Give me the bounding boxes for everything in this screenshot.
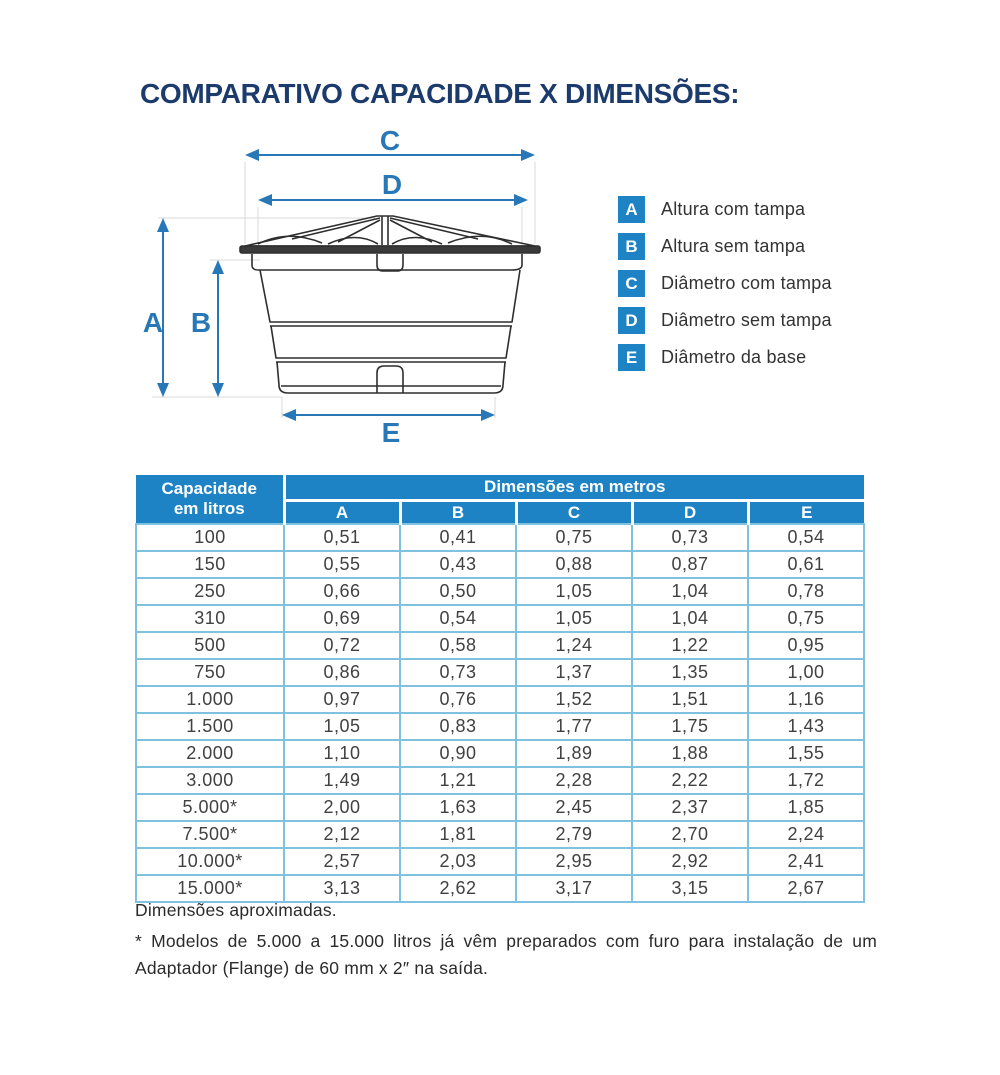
dimension-cell: 0,50 xyxy=(400,578,516,605)
dimension-cell: 0,73 xyxy=(400,659,516,686)
dimension-cell: 0,54 xyxy=(400,605,516,632)
dimension-cell: 0,73 xyxy=(632,524,748,551)
column-header-b: B xyxy=(400,501,516,525)
capacity-header-line1: Capacidade xyxy=(161,478,257,498)
capacity-cell: 1.500 xyxy=(136,713,284,740)
legend-item-e xyxy=(618,344,832,371)
dimension-cell: 2,79 xyxy=(516,821,632,848)
dimension-cell: 1,05 xyxy=(516,605,632,632)
capacity-header-line2: em litros xyxy=(173,499,245,518)
approx-dimensions-note: Dimensões aproximadas. xyxy=(135,900,337,920)
table-row xyxy=(136,686,864,713)
capacity-cell: 2.000 xyxy=(136,740,284,767)
legend-item-d xyxy=(618,307,832,334)
legend-key-badge: E xyxy=(618,344,645,371)
legend-label: Diâmetro sem tampa xyxy=(661,310,832,330)
dimension-cell: 0,55 xyxy=(284,551,400,578)
column-header-d: D xyxy=(632,501,748,525)
dimension-cell: 1,22 xyxy=(632,632,748,659)
dimension-cell: 2,92 xyxy=(632,848,748,875)
dimension-cell: 2,03 xyxy=(400,848,516,875)
dimension-cell: 1,10 xyxy=(284,740,400,767)
dimension-cell: 0,66 xyxy=(284,578,400,605)
dimension-cell: 0,69 xyxy=(284,605,400,632)
dimension-cell: 1,72 xyxy=(748,767,864,794)
legend-item-a xyxy=(618,196,832,223)
legend-label: Altura sem tampa xyxy=(661,236,806,256)
dimension-cell: 1,85 xyxy=(748,794,864,821)
dimension-cell: 1,43 xyxy=(748,713,864,740)
dimension-cell: 2,45 xyxy=(516,794,632,821)
dimension-cell: 1,52 xyxy=(516,686,632,713)
capacity-cell: 750 xyxy=(136,659,284,686)
legend-item-c xyxy=(618,270,832,297)
dimension-cell: 2,37 xyxy=(632,794,748,821)
dimension-cell: 0,78 xyxy=(748,578,864,605)
capacity-cell: 310 xyxy=(136,605,284,632)
table-row xyxy=(136,632,864,659)
dimension-cell: 1,21 xyxy=(400,767,516,794)
dimension-cell: 0,97 xyxy=(284,686,400,713)
table-row xyxy=(136,713,864,740)
capacity-cell: 7.500* xyxy=(136,821,284,848)
table-row xyxy=(136,848,864,875)
table-row xyxy=(136,524,864,551)
dimension-cell: 1,35 xyxy=(632,659,748,686)
table-body xyxy=(136,524,864,902)
capacity-cell: 150 xyxy=(136,551,284,578)
dimension-cell: 3,13 xyxy=(284,875,400,902)
dimension-cell: 1,49 xyxy=(284,767,400,794)
dimension-cell: 0,58 xyxy=(400,632,516,659)
table-row xyxy=(136,794,864,821)
dimension-cell: 0,90 xyxy=(400,740,516,767)
dimension-cell: 0,95 xyxy=(748,632,864,659)
water-tank-drawing xyxy=(240,216,540,393)
dimension-cell: 1,05 xyxy=(284,713,400,740)
legend-key-badge: B xyxy=(618,233,645,260)
table-row xyxy=(136,767,864,794)
page-title: COMPARATIVO CAPACIDADE X DIMENSÕES: xyxy=(140,78,740,109)
capacity-cell: 250 xyxy=(136,578,284,605)
dimension-cell: 1,81 xyxy=(400,821,516,848)
legend-label: Diâmetro da base xyxy=(661,347,807,367)
table-header xyxy=(136,475,864,524)
dimension-cell: 0,61 xyxy=(748,551,864,578)
dimensions-group-header: Dimensões em metros xyxy=(284,475,864,501)
dimension-cell: 3,17 xyxy=(516,875,632,902)
capacity-cell: 3.000 xyxy=(136,767,284,794)
dimension-cell: 0,75 xyxy=(748,605,864,632)
dimension-cell: 2,62 xyxy=(400,875,516,902)
dimension-cell: 1,05 xyxy=(516,578,632,605)
dimension-cell: 3,15 xyxy=(632,875,748,902)
dimension-cell: 1,04 xyxy=(632,605,748,632)
dimension-cell: 0,86 xyxy=(284,659,400,686)
capacity-cell: 1.000 xyxy=(136,686,284,713)
table-row xyxy=(136,551,864,578)
dimension-cell: 1,00 xyxy=(748,659,864,686)
dimension-cell: 1,24 xyxy=(516,632,632,659)
capacity-cell: 100 xyxy=(136,524,284,551)
capacity-cell: 5.000* xyxy=(136,794,284,821)
dimension-cell: 2,28 xyxy=(516,767,632,794)
table-row xyxy=(136,821,864,848)
dimension-label-e: E xyxy=(381,417,401,448)
table-row xyxy=(136,740,864,767)
capacity-cell: 500 xyxy=(136,632,284,659)
dimension-cell: 0,43 xyxy=(400,551,516,578)
tank-diagram-svg xyxy=(130,130,610,470)
dimension-cell: 0,88 xyxy=(516,551,632,578)
dimension-cell: 1,55 xyxy=(748,740,864,767)
legend-key-badge: C xyxy=(618,270,645,297)
dimension-cell: 2,95 xyxy=(516,848,632,875)
dimension-label-d: D xyxy=(381,169,403,200)
dimension-arrow-b xyxy=(212,260,224,397)
dimension-cell: 1,04 xyxy=(632,578,748,605)
column-header-a: A xyxy=(284,501,400,525)
dimension-cell: 2,22 xyxy=(632,767,748,794)
legend-key-badge: D xyxy=(618,307,645,334)
dimension-label-c: C xyxy=(379,130,401,156)
capacity-dimensions-table xyxy=(135,475,865,903)
legend xyxy=(618,196,832,381)
dimension-cell: 2,67 xyxy=(748,875,864,902)
dimension-cell: 1,77 xyxy=(516,713,632,740)
dimension-cell: 1,37 xyxy=(516,659,632,686)
legend-label: Altura com tampa xyxy=(661,199,806,219)
dimension-cell: 1,89 xyxy=(516,740,632,767)
column-header-c: C xyxy=(516,501,632,525)
dimension-cell: 1,88 xyxy=(632,740,748,767)
dimension-cell: 0,75 xyxy=(516,524,632,551)
capacity-cell: 10.000* xyxy=(136,848,284,875)
dimension-label-b: B xyxy=(190,307,212,338)
dimension-cell: 2,24 xyxy=(748,821,864,848)
dimension-cell: 0,51 xyxy=(284,524,400,551)
column-header-e: E xyxy=(748,501,864,525)
flange-note: * Modelos de 5.000 a 15.000 litros já vêm preparados com furo para instalação de um Adaptador (Flange) de 60 mm x 2″ na saída. xyxy=(135,931,877,979)
dimension-cell: 0,76 xyxy=(400,686,516,713)
capacity-column-header xyxy=(136,475,284,524)
dimension-cell: 1,63 xyxy=(400,794,516,821)
dimension-cell: 2,57 xyxy=(284,848,400,875)
dimension-label-a: A xyxy=(142,307,164,338)
dimension-cell: 2,41 xyxy=(748,848,864,875)
table-row xyxy=(136,578,864,605)
dimension-cell: 0,41 xyxy=(400,524,516,551)
dimension-cell: 0,54 xyxy=(748,524,864,551)
table-row xyxy=(136,659,864,686)
legend-label: Diâmetro com tampa xyxy=(661,273,832,293)
dimension-cell: 2,00 xyxy=(284,794,400,821)
dimension-cell: 0,87 xyxy=(632,551,748,578)
tank-dimensions-diagram xyxy=(130,130,610,470)
dimension-cell: 0,83 xyxy=(400,713,516,740)
dimension-cell: 0,72 xyxy=(284,632,400,659)
capacity-cell: 15.000* xyxy=(136,875,284,902)
dimension-arrows xyxy=(157,149,535,421)
dimension-cell: 2,12 xyxy=(284,821,400,848)
table-row xyxy=(136,875,864,902)
legend-key-badge: A xyxy=(618,196,645,223)
table-row xyxy=(136,605,864,632)
dimension-cell: 1,75 xyxy=(632,713,748,740)
dimension-cell: 1,51 xyxy=(632,686,748,713)
dimension-cell: 1,16 xyxy=(748,686,864,713)
dimension-cell: 2,70 xyxy=(632,821,748,848)
legend-item-b xyxy=(618,233,832,260)
